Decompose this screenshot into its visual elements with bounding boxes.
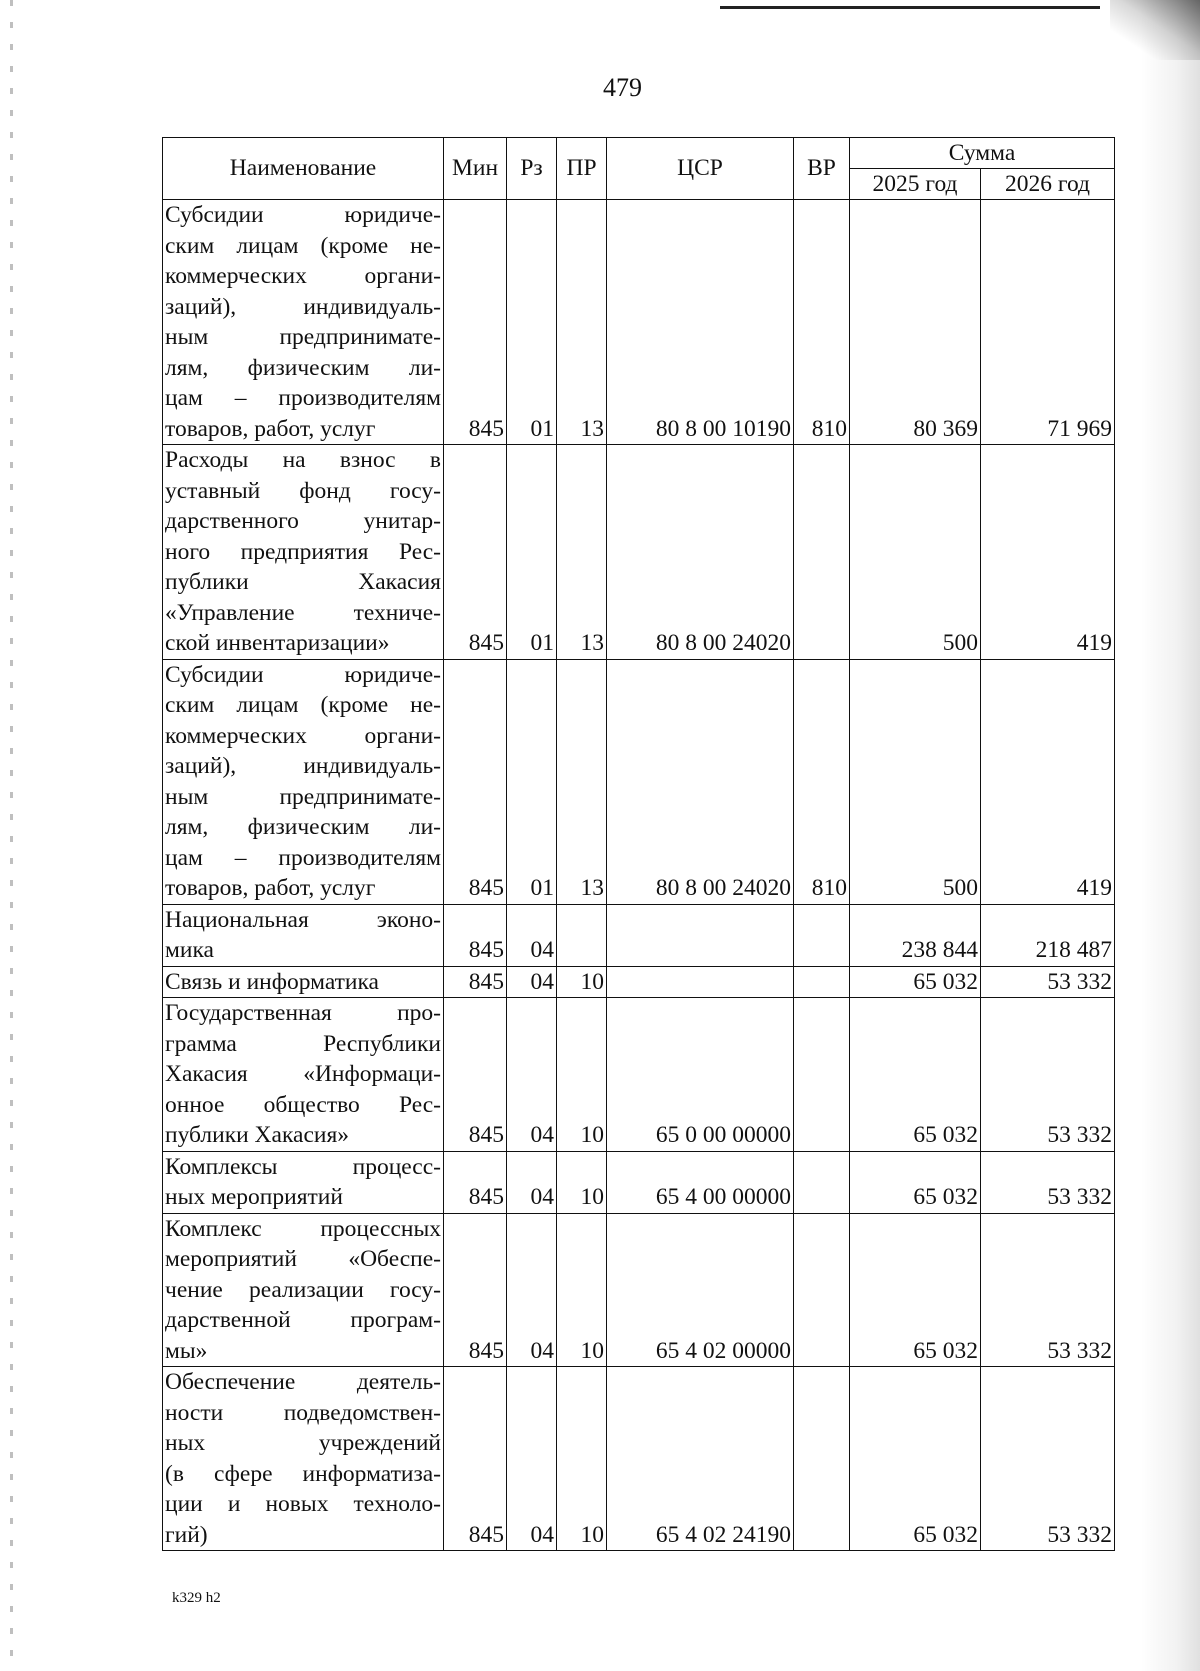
row-name-line: ции и новых техноло- <box>165 1491 441 1517</box>
row-rz: 01 <box>507 445 557 660</box>
row-name-line: Связь и информатика <box>165 968 379 995</box>
row-sum-2025: 65 032 <box>850 966 981 998</box>
row-name-line: ных учреждений <box>165 1430 441 1456</box>
row-name-line: мика <box>165 937 214 963</box>
row-csr: 65 0 00 00000 <box>607 998 794 1152</box>
row-name-line: ного предприятия Рес- <box>165 538 441 565</box>
row-csr: 65 4 02 00000 <box>607 1213 794 1367</box>
row-min: 845 <box>444 904 507 966</box>
row-pr <box>557 904 607 966</box>
row-name-line: Государственная про- <box>165 1000 441 1026</box>
row-rz: 04 <box>507 1213 557 1367</box>
row-name-line: Комплексы процесс- <box>165 1153 441 1180</box>
scan-right-shade-artifact <box>1140 0 1200 1671</box>
row-name-line: ных мероприятий <box>165 1184 343 1210</box>
row-pr: 10 <box>557 1367 607 1551</box>
row-name-line: лям, физическим ли- <box>165 354 441 381</box>
row-name-line: (в сфере информатиза- <box>165 1460 441 1487</box>
row-name-line: гий) <box>165 1521 208 1548</box>
table-row <box>163 659 1115 904</box>
row-vr <box>794 1151 850 1213</box>
row-csr: 80 8 00 10190 <box>607 200 794 445</box>
row-sum-2026: 53 332 <box>981 1367 1115 1551</box>
row-sum-2026: 53 332 <box>981 1151 1115 1213</box>
table-row <box>163 998 1115 1152</box>
row-min: 845 <box>444 966 507 998</box>
row-name-line: цам – производителям <box>165 385 441 411</box>
row-pr: 13 <box>557 200 607 445</box>
row-name-line: ным предпринимате- <box>165 324 441 350</box>
row-csr: 80 8 00 24020 <box>607 445 794 660</box>
row-sum-2025: 500 <box>850 445 981 660</box>
row-vr <box>794 966 850 998</box>
row-name-line: Субсидии юридиче- <box>165 202 441 228</box>
row-name-line: ным предпринимате- <box>165 783 441 810</box>
scan-corner-artifact <box>1110 0 1200 60</box>
row-vr <box>794 998 850 1152</box>
row-name-line: ским лицам (кроме не- <box>165 232 441 259</box>
row-name-line: Хакасия «Информаци- <box>165 1061 441 1087</box>
row-name-line: Национальная эконо- <box>165 906 441 933</box>
row-sum-2026: 419 <box>981 445 1115 660</box>
row-rz: 04 <box>507 1367 557 1551</box>
row-name-line: публики Хакасия» <box>165 1122 350 1148</box>
header-name: Наименование <box>163 138 444 200</box>
row-rz: 04 <box>507 1151 557 1213</box>
row-min: 845 <box>444 1213 507 1367</box>
header-vr: ВР <box>794 138 850 200</box>
row-min: 845 <box>444 1151 507 1213</box>
row-sum-2026: 218 487 <box>981 904 1115 966</box>
row-sum-2026: 53 332 <box>981 1213 1115 1367</box>
row-sum-2026: 71 969 <box>981 200 1115 445</box>
row-vr <box>794 1367 850 1551</box>
row-name-line: грамма Республики <box>165 1030 441 1057</box>
table-row <box>163 1367 1115 1551</box>
row-pr: 10 <box>557 1151 607 1213</box>
footer-code: k329 h2 <box>172 1590 221 1606</box>
row-min: 845 <box>444 659 507 904</box>
row-name-line: онное общество Рес- <box>165 1091 441 1118</box>
row-vr <box>794 904 850 966</box>
row-sum-2025: 65 032 <box>850 998 981 1152</box>
row-name <box>163 1151 444 1213</box>
row-name <box>163 445 444 660</box>
row-name <box>163 998 444 1152</box>
row-csr <box>607 904 794 966</box>
row-sum-2025: 80 369 <box>850 200 981 445</box>
row-name-line: заций), индивидуаль- <box>165 293 441 320</box>
row-name-line: уставный фонд госу- <box>165 477 441 504</box>
row-rz: 04 <box>507 904 557 966</box>
row-csr: 65 4 00 00000 <box>607 1151 794 1213</box>
row-name-line: публики Хакасия <box>165 569 441 595</box>
row-sum-2025: 500 <box>850 659 981 904</box>
row-name-line: дарственного унитар- <box>165 508 441 534</box>
row-csr: 65 4 02 24190 <box>607 1367 794 1551</box>
row-min: 845 <box>444 998 507 1152</box>
table-body <box>163 200 1115 1551</box>
row-pr: 13 <box>557 445 607 660</box>
page-number: 479 <box>603 73 642 102</box>
row-name-line: товаров, работ, услуг <box>165 415 376 442</box>
row-sum-2026: 53 332 <box>981 998 1115 1152</box>
row-vr <box>794 1213 850 1367</box>
row-name-line: коммерческих органи- <box>165 263 441 289</box>
table-row <box>163 1151 1115 1213</box>
row-name-line: заций), индивидуаль- <box>165 753 441 779</box>
table-row <box>163 1213 1115 1367</box>
row-name-line: цам – производителям <box>165 844 441 871</box>
row-name-line: ности подведомствен- <box>165 1399 441 1426</box>
row-rz: 04 <box>507 966 557 998</box>
row-name-line: мы» <box>165 1337 208 1364</box>
row-pr: 13 <box>557 659 607 904</box>
row-name <box>163 200 444 445</box>
row-name-line: мероприятий «Обеспе- <box>165 1246 441 1272</box>
row-csr: 80 8 00 24020 <box>607 659 794 904</box>
row-csr <box>607 966 794 998</box>
row-sum-2026: 53 332 <box>981 966 1115 998</box>
row-min: 845 <box>444 445 507 660</box>
header-year-2026: 2026 год <box>981 169 1115 200</box>
row-name-line: Комплекс процессных <box>165 1215 441 1242</box>
header-rz: Рз <box>507 138 557 200</box>
table-row <box>163 904 1115 966</box>
row-name-line: лям, физическим ли- <box>165 814 441 840</box>
scan-edge-artifact <box>10 0 13 1671</box>
header-year-2025: 2025 год <box>850 169 981 200</box>
table-row <box>163 966 1115 998</box>
row-name <box>163 1213 444 1367</box>
row-name-line: товаров, работ, услуг <box>165 875 376 901</box>
row-sum-2025: 238 844 <box>850 904 981 966</box>
row-pr: 10 <box>557 966 607 998</box>
header-sum: Сумма <box>850 138 1115 169</box>
row-name-line: Расходы на взнос в <box>165 447 441 473</box>
row-name-line: ским лицам (кроме не- <box>165 692 441 718</box>
header-csr: ЦСР <box>607 138 794 200</box>
row-name-line: Обеспечение деятель- <box>165 1369 441 1395</box>
row-min: 845 <box>444 1367 507 1551</box>
header-pr: ПР <box>557 138 607 200</box>
scan-top-line-artifact <box>720 6 1100 9</box>
row-pr: 10 <box>557 1213 607 1367</box>
row-sum-2025: 65 032 <box>850 1367 981 1551</box>
table-row <box>163 445 1115 660</box>
row-name <box>163 904 444 966</box>
row-vr <box>794 445 850 660</box>
header-min: Мин <box>444 138 507 200</box>
row-name-line: ской инвентаризации» <box>165 630 390 656</box>
row-rz: 01 <box>507 200 557 445</box>
row-name-line: чение реализации госу- <box>165 1276 441 1303</box>
row-name <box>163 1367 444 1551</box>
row-name-line: дарственной програм- <box>165 1307 441 1333</box>
row-name-line: коммерческих органи- <box>165 722 441 749</box>
row-rz: 01 <box>507 659 557 904</box>
row-sum-2025: 65 032 <box>850 1151 981 1213</box>
row-name-line: «Управление техниче- <box>165 599 441 626</box>
row-name <box>163 966 444 998</box>
row-sum-2026: 419 <box>981 659 1115 904</box>
row-vr: 810 <box>794 659 850 904</box>
row-min: 845 <box>444 200 507 445</box>
row-name <box>163 659 444 904</box>
budget-table <box>162 137 1115 1551</box>
row-rz: 04 <box>507 998 557 1152</box>
row-name-line: Субсидии юридиче- <box>165 661 441 688</box>
table-row <box>163 200 1115 445</box>
row-pr: 10 <box>557 998 607 1152</box>
row-vr: 810 <box>794 200 850 445</box>
row-sum-2025: 65 032 <box>850 1213 981 1367</box>
